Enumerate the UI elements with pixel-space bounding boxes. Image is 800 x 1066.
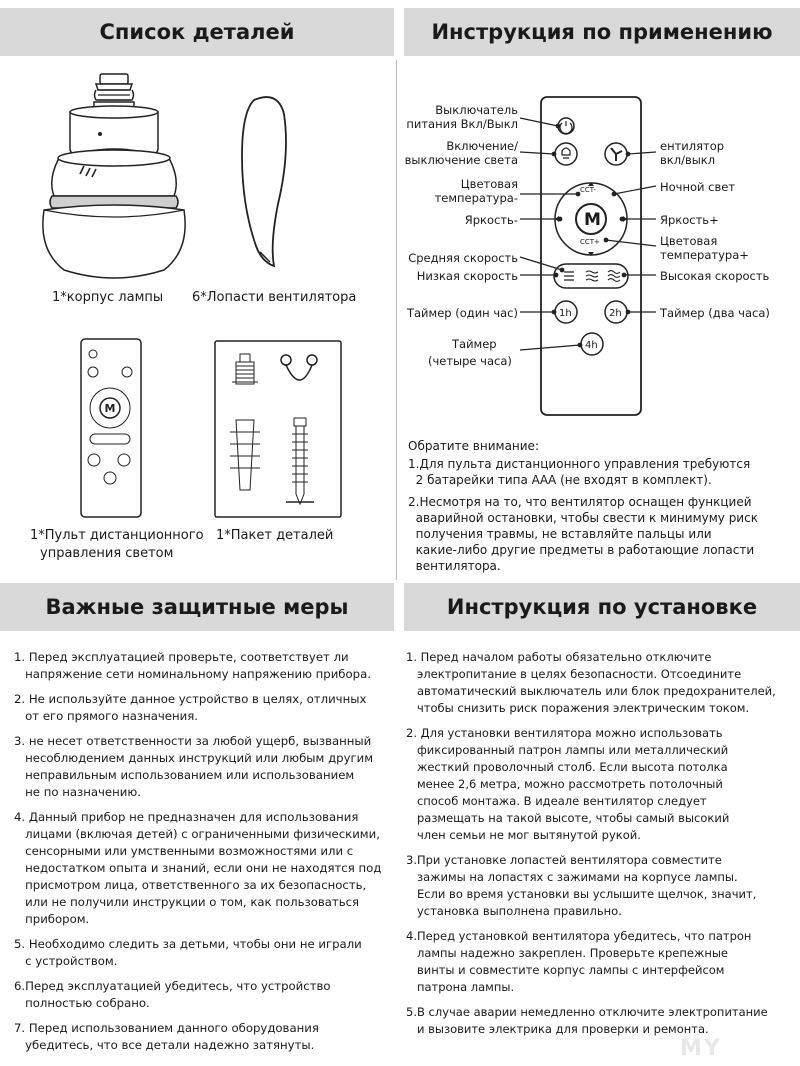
list-line: электропитание в целях безопасности. Отсоедините (406, 667, 742, 681)
list-line: 4. Данный прибор не предназначен для использования (14, 810, 359, 824)
safety-item (14, 733, 392, 801)
label-cct-minus-line1: Цветовая (460, 177, 518, 191)
note-line: вентилятора. (408, 559, 501, 573)
install-list (406, 649, 796, 1046)
list-line: патрона лампы. (406, 980, 515, 994)
install-item (406, 852, 796, 920)
install-item (406, 725, 796, 844)
label-timer-1h: Таймер (один час) (406, 306, 518, 320)
label-brightness-minus: Яркость- (464, 213, 518, 227)
note-line: какие-либо другие предметы в работающие лопасти (408, 543, 755, 557)
lamp-body-caption: 1*корпус лампы (52, 290, 164, 305)
note-line: получения травмы, не вставляйте пальцы или (408, 527, 712, 541)
label-night-light: Ночной свет (660, 180, 736, 194)
remote-button-timer-4h: 4h (585, 340, 598, 351)
label-light-line2: выключение света (404, 153, 518, 167)
remote-button-cct-minus: CCT- (580, 186, 596, 194)
remote-caption-line1: 1*Пульт дистанционного (30, 528, 204, 543)
header-install-instructions: Инструкция по установке (404, 583, 800, 631)
fan-blades-caption: 6*Лопасти вентилятора (192, 290, 357, 305)
safety-item (14, 649, 392, 683)
list-line: сенсорными или умственными возможностями или с (14, 844, 354, 858)
safety-item (14, 809, 392, 928)
install-item (406, 1004, 796, 1038)
list-line: зажимы на лопастях с зажимами на корпусе лампы. (406, 870, 738, 884)
safety-item (14, 1020, 392, 1054)
label-cct-plus-line2: температура+ (660, 248, 749, 262)
list-line: чтобы снизить риск поражения электрическим током. (406, 701, 750, 715)
list-line: Если во время установки вы услышите щелчок, значит, (406, 887, 757, 901)
remote-button-timer-1h: 1h (559, 308, 572, 319)
svg-text:M: M (104, 402, 116, 415)
safety-item (14, 936, 392, 970)
note-line: 2 батарейки типа ААА (не входят в комплект). (408, 473, 712, 487)
list-line: недостатком опыта и знаний, если они не находятся под (14, 861, 382, 875)
label-medium-speed: Средняя скорость (408, 251, 518, 265)
list-line: 1. Перед эксплуатацией проверьте, соответствует ли (14, 650, 349, 664)
label-timer-4h-line2: (четыре часа) (428, 354, 512, 368)
list-line: полностью собрано. (14, 996, 150, 1010)
list-line: с устройством. (14, 954, 118, 968)
list-line: неправильным использованием или использованием (14, 768, 355, 782)
label-fan-line2: вкл/выкл (660, 153, 716, 167)
label-power-line1: Выключатель (435, 103, 518, 117)
safety-item (14, 978, 392, 1012)
list-line: жесткий проволочный столб. Если высота потолка (406, 760, 728, 774)
label-brightness-plus: Яркость+ (660, 213, 719, 227)
list-line: способ монтажа. В идеале вентилятор следует (406, 794, 707, 808)
list-line: и вызовите электрика для проверки и ремонта. (406, 1022, 709, 1036)
label-fan-line1: ентилятор (660, 139, 725, 153)
remote-caption-line2: управления светом (40, 546, 174, 561)
list-line: установка выполнена правильно. (406, 904, 622, 918)
list-line: убедитесь, что все детали надежно затянуты. (14, 1038, 315, 1052)
list-line: присмотром лица, ответственного за их безопасность, (14, 878, 367, 892)
list-line: фиксированный патрон лампы или металлический (406, 743, 729, 757)
header-safety-measures: Важные защитные меры (0, 583, 394, 631)
safety-list (14, 649, 392, 1062)
list-line: лицами (включая детей) с ограниченными физическими, (14, 827, 380, 841)
list-line: 1. Перед началом работы обязательно отключите (406, 650, 712, 664)
note-block (408, 438, 758, 574)
list-line: 3.При установке лопастей вентилятора совместите (406, 853, 722, 867)
install-item (406, 928, 796, 996)
label-cct-minus-line2: температура- (434, 191, 518, 205)
note-line: 1.Для пульта дистанционного управления требуются (408, 457, 751, 471)
list-line: член семьи не мог вытянутой рукой. (406, 828, 641, 842)
remote-button-m: M (584, 210, 601, 230)
label-light-line1: Включение/ (446, 139, 518, 153)
list-line: 4.Перед установкой вентилятора убедитесь, что патрон (406, 929, 752, 943)
header-usage-instructions: Инструкция по применению (404, 8, 800, 56)
install-item (406, 649, 796, 717)
list-line: лампы надежно закреплен. Проверьте крепежные (406, 946, 729, 960)
list-line: 6.Перед эксплуатацией убедитесь, что устройство (14, 979, 331, 993)
list-line: прибором. (14, 912, 90, 926)
list-line: 7. Перед использованием данного оборудования (14, 1021, 319, 1035)
remote-button-cct-plus: CCT+ (580, 238, 600, 246)
remote-leader-lines (0, 0, 800, 420)
list-line: или не получили инструкции о том, как пользоваться (14, 895, 360, 909)
label-power-line2: питания Вкл/Выкл (406, 117, 518, 131)
parts-pack-caption: 1*Пакет деталей (216, 528, 334, 543)
watermark: MY (680, 1036, 722, 1061)
remote-button-timer-2h: 2h (609, 308, 622, 319)
header-parts-list: Список деталей (0, 8, 394, 56)
list-line: менее 2,6 метра, можно рассмотреть потолочный (406, 777, 723, 791)
note-line: аварийной остановки, чтобы свести к минимуму риск (408, 511, 758, 525)
list-line: 2. Не используйте данное устройство в целях, отличных (14, 692, 367, 706)
list-line: автоматический выключатель или блок предохранителей, (406, 684, 776, 698)
list-line: 2. Для установки вентилятора можно использовать (406, 726, 723, 740)
list-line: 3. не несет ответственности за любой ущерб, вызванный (14, 734, 372, 748)
list-line: несоблюдением данных инструкций или любым другим (14, 751, 374, 765)
label-high-speed: Высокая скорость (660, 269, 770, 283)
list-line: винты и совместите корпус лампы с интерфейсом (406, 963, 725, 977)
label-low-speed: Низкая скорость (416, 269, 518, 283)
list-line: 5. Необходимо следить за детьми, чтобы они не играли (14, 937, 362, 951)
label-timer-2h: Таймер (два часа) (660, 306, 770, 320)
label-timer-4h-line1: Таймер (452, 337, 497, 351)
list-line: напряжение сети номинальному напряжению прибора. (14, 667, 371, 681)
list-line: от его прямого назначения. (14, 709, 198, 723)
safety-item (14, 691, 392, 725)
note-line: 2.Несмотря на то, что вентилятор оснащен функцией (408, 495, 752, 509)
list-line: не по назначению. (14, 785, 141, 799)
label-cct-plus-line1: Цветовая (660, 234, 718, 248)
list-line: размещать на такой высоте, чтобы самый высокий (406, 811, 730, 825)
note-title: Обратите внимание: (408, 439, 539, 453)
list-line: 5.В случае аварии немедленно отключите электропитание (406, 1005, 768, 1019)
